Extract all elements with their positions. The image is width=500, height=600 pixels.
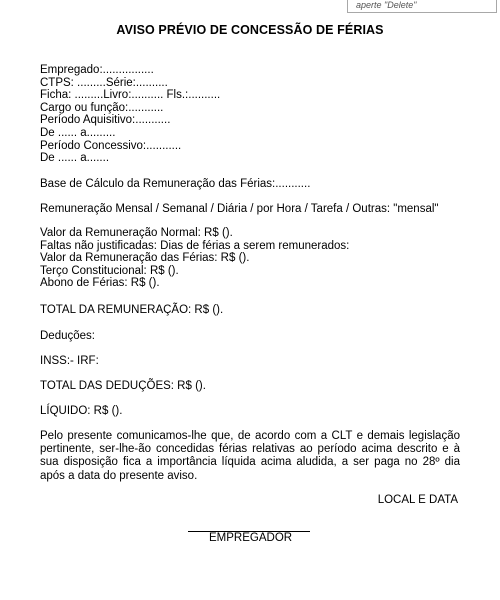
- liquido-line: LÍQUIDO: R$ ().: [40, 405, 123, 417]
- base-calculo-line: Base de Cálculo da Remuneração das Férias:...........: [40, 178, 311, 190]
- field-de-a-aquisitivo: De ...... a.........: [40, 126, 116, 139]
- terco-constitucional: Terço Constitucional: R$ ().: [40, 264, 179, 277]
- signature-label: EMPREGADOR: [209, 532, 293, 544]
- delete-hint-box: [347, 0, 497, 13]
- valor-remuneracao-ferias: Valor da Remuneração das Férias: R$ ().: [40, 252, 250, 265]
- field-periodo-concessivo: Período Concessivo:...........: [40, 139, 182, 152]
- deducoes-label: Deduções:: [40, 330, 95, 342]
- document-title: AVISO PRÉVIO DE CONCESSÃO DE FÉRIAS: [116, 23, 384, 37]
- field-empregado: Empregado:................: [40, 64, 154, 76]
- local-data-label: LOCAL E DATA: [377, 494, 458, 506]
- notice-paragraph: Pelo presente comunicamos-lhe que, de acordo com a CLT e demais legislação pertinente, ser-lhe-ão concedidas férias relativas ao período acima descrito e à sua disposição fica a importância líquida acima aludida, a ser paga no 28º dia após a data do presente aviso.: [40, 430, 460, 482]
- valores-block: [40, 227, 460, 290]
- employee-fields: [40, 64, 460, 165]
- valor-remuneracao-normal: Valor da Remuneração Normal: R$ ().: [40, 227, 233, 239]
- total-deducoes-line: TOTAL DAS DEDUÇÕES: R$ ().: [40, 380, 206, 392]
- faltas-nao-justificadas: Faltas não justificadas: Dias de férias a serem remunerados:: [40, 239, 350, 252]
- total-remuneracao-line: TOTAL DA REMUNERAÇÃO: R$ ().: [40, 304, 224, 316]
- field-ctps: CTPS: .........Série:..........: [40, 76, 168, 89]
- inss-irf-line: INSS:- IRF:: [40, 355, 99, 367]
- field-de-a-concessivo: De ...... a.......: [40, 152, 110, 165]
- field-cargo: Cargo ou função:...........: [40, 101, 164, 114]
- field-ficha: Ficha: .........Livro:.......... Fls.:..........: [40, 89, 221, 102]
- delete-hint-text: aperte "Delete": [356, 0, 417, 10]
- remuneracao-tipo-line: Remuneração Mensal / Semanal / Diária / por Hora / Tarefa / Outras: "mensal": [40, 203, 439, 215]
- field-periodo-aquisitivo: Período Aquisitivo:...........: [40, 114, 171, 127]
- abono-ferias: Abono de Férias: R$ ().: [40, 277, 160, 290]
